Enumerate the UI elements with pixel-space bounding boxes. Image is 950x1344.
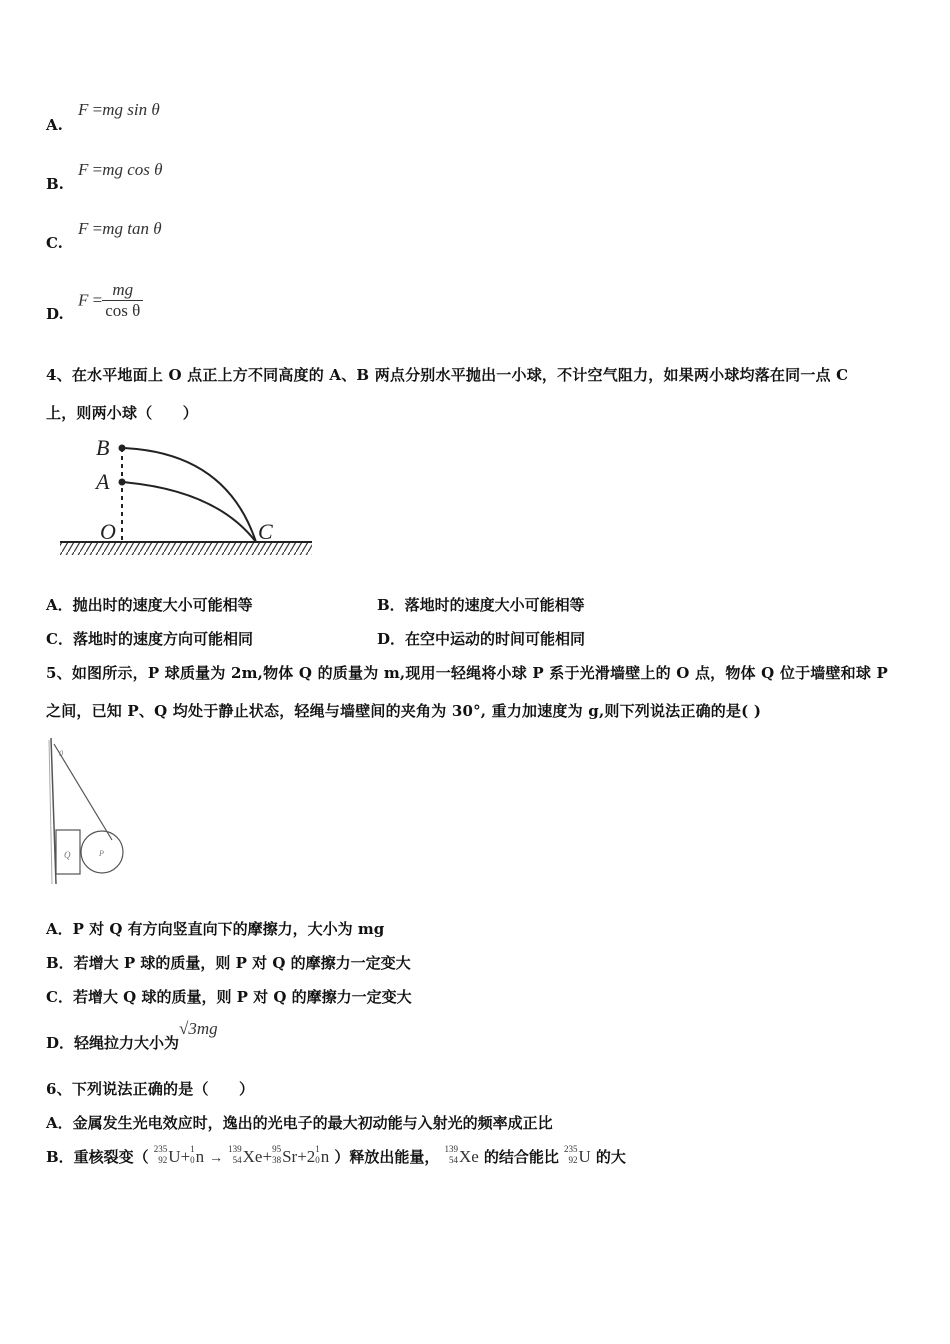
option-label: B. (46, 175, 64, 193)
q5-stem-line1: 5、如图所示，P 球质量为 2m,物体 Q 的质量为 m,现用一轻绳将小球 P 系于光滑墙壁上的 O 点，物体 Q 位于墙壁和球 P (46, 664, 888, 682)
q5-option-c[interactable]: C．若增大 Q 球的质量，则 P 对 Q 的摩擦力一定变大 (46, 988, 412, 1006)
reaction-equation: 235 92 U+ 1 0 n → 139 54 Xe+ 95 38 Sr+2 1 0 n (153, 1144, 330, 1166)
q4-option-c[interactable]: C．落地时的速度方向可能相同 (46, 630, 253, 648)
q4-option-b[interactable]: B．落地时的速度大小可能相等 (377, 596, 585, 614)
option-b-prefix: B．重核裂变（ (46, 1148, 149, 1166)
q5-option-b[interactable]: B．若增大 P 球的质量，则 P 对 Q 的摩擦力一定变大 (46, 954, 411, 972)
q6-option-b[interactable] (46, 1146, 626, 1169)
q6-option-a[interactable]: A．金属发生光电效应时，逸出的光电子的最大初动能与入射光的频率成正比 (46, 1114, 553, 1132)
q4-stem-line2: 上，则两小球（ ） (46, 404, 199, 422)
formula: F =mg sin θ (78, 100, 160, 119)
formula: F =mg cos θ (78, 160, 163, 179)
label-a: A (96, 469, 110, 494)
label-o: 0 (59, 749, 63, 758)
option-text: D．轻绳拉力大小为 (46, 1034, 180, 1052)
label-o: O (100, 519, 116, 544)
label-p: P (99, 849, 104, 858)
q4-stem-line1: 4、在水平地面上 O 点正上方不同高度的 A、B 两点分别水平抛出一小球，不计空气阻力，如果两小球均落在同一点 C (46, 366, 849, 384)
label-b: B (96, 435, 110, 460)
option-label: C. (46, 234, 63, 252)
q4-option-a[interactable]: A．抛出时的速度大小可能相等 (46, 596, 253, 614)
option-label: A. (46, 116, 63, 134)
option-b-mid2: 的结合能比 (483, 1148, 559, 1166)
formula: F =mg tan θ (78, 219, 162, 238)
label-q: Q (64, 850, 71, 860)
label-c: C (258, 519, 273, 544)
q5-stem-line2: 之间，已知 P、Q 均处于静止状态，轻绳与墙壁间的夹角为 30°, 重力加速度为 g,则下列说法正确的是( ) (46, 702, 762, 720)
sqrt3mg-formula: √3mg (179, 1019, 218, 1038)
u235-nuclide: 235 92 U (564, 1144, 591, 1166)
xe139-nuclide: 139 54 Xe (444, 1144, 479, 1166)
q6-stem: 6、下列说法正确的是（ ） (46, 1080, 255, 1098)
option-label: D. (46, 305, 64, 323)
option-b-suffix: 的大 (595, 1148, 626, 1166)
formula: F = $\frac{mg}{\text{cos θ}}$ (78, 280, 143, 321)
q4-option-d[interactable]: D．在空中运动的时间可能相同 (377, 630, 586, 648)
q5-option-d[interactable] (46, 1018, 218, 1052)
q5-option-a[interactable]: A．P 对 Q 有方向竖直向下的摩擦力，大小为 mg (46, 920, 385, 938)
q4-projectile-figure (56, 432, 318, 562)
q5-wall-ball-figure (42, 736, 132, 888)
option-b-mid: ）释放出能量， (334, 1148, 440, 1166)
